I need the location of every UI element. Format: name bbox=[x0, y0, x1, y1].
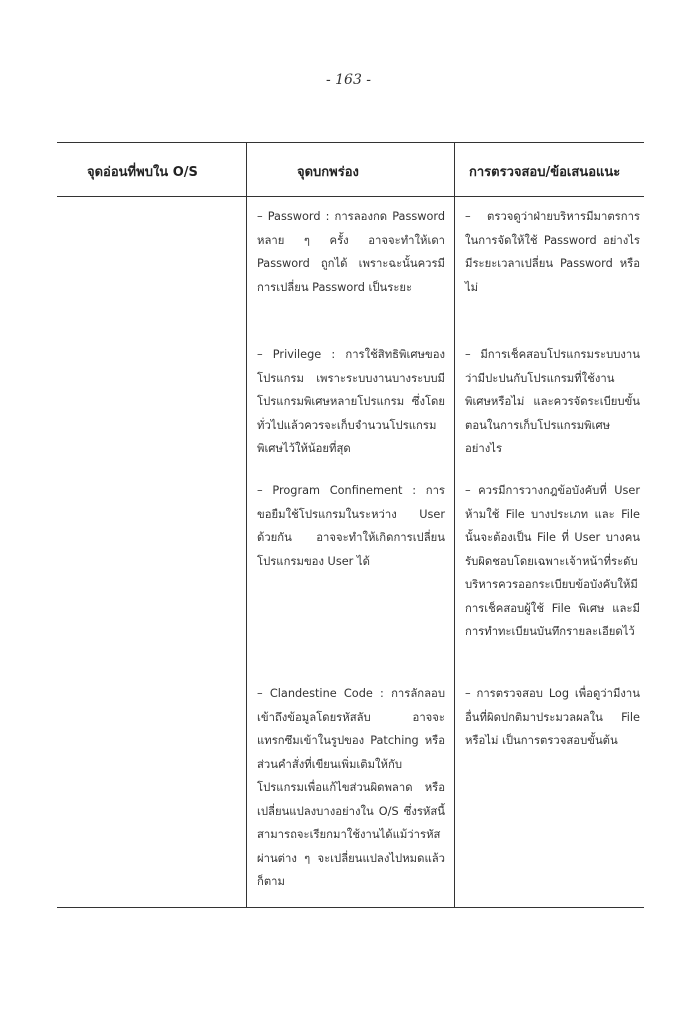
column-divider bbox=[246, 143, 247, 907]
table-cell-deficiency: – Clandestine Code : การลักลอบเข้าถึงข้อมูลโดยรหัสลับ อาจจะแทรกซึมเข้าในรูปของ Patching หรือส่วนคำสั่งที่เขียนเพิ่มเติมให้กับโปรแกรมเพื่อแก้ไขส่วนผิดพลาด หรือเปลี่ยนแปลงบางอย่างใน O/S ซึ่งรหัสนี้สามารถจะเรียกมาใช้งานได้แม้ว่ารหัสผ่านต่าง ๆ จะเปลี่ยนแปลงไปหมดแล้วก็ตาม bbox=[257, 687, 445, 888]
table-cell-audit: – ตรวจดูว่าฝ่ายบริหารมีมาตรการในการจัดให้ใช้ Password อย่างไร มีระยะเวลาเปลี่ยน Password หรือไม่ bbox=[465, 210, 640, 294]
table-header bbox=[57, 143, 644, 197]
header-weakness-found: จุดอ่อนที่พบใน O/S bbox=[87, 165, 198, 180]
audit-table bbox=[57, 142, 644, 908]
column-divider bbox=[454, 143, 455, 907]
header-deficiency: จุดบกพร่อง bbox=[297, 165, 359, 180]
table-cell-audit: – การตรวจสอบ Log เพื่อดูว่ามีงานอื่นที่ผิดปกติมาประมวลผลใน File หรือไม่ เป็นการตรวจสอบขั้นต้น bbox=[465, 687, 640, 747]
table-cell-deficiency: – Privilege : การใช้สิทธิพิเศษของโปรแกรม เพราะระบบงานบางระบบมีโปรแกรมพิเศษหลายโปรแกรม ซึ่งโดยทั่วไปแล้วควรจะเก็บจำนวนโปรแกรมพิเศษไว้ให้น้อยที่สุด bbox=[257, 348, 445, 455]
header-audit-recommendation: การตรวจสอบ/ข้อเสนอแนะ bbox=[469, 165, 621, 180]
table-cell-audit: – มีการเช็คสอบโปรแกรมระบบงานว่ามีปะปนกับโปรแกรมที่ใช้งานพิเศษหรือไม่ และควรจัดระเบียบขั้นตอนในการเก็บโปรแกรมพิเศษอย่างไร bbox=[465, 348, 640, 455]
page-number: - 163 - bbox=[325, 72, 372, 88]
table-cell-audit: – ควรมีการวางกฎข้อบังคับที่ User ห้ามใช้ File บางประเภท และ File นั้นจะต้องเป็น File ที่ User บางคนรับผิดชอบโดยเฉพาะเจ้าหน้าที่ระดับบริหารควรออกระเบียบข้อบังคับให้มีการเช็คสอบผู้ใช้ File พิเศษ และมีการทำทะเบียนบันทึกรายละเอียดไว้ bbox=[465, 484, 640, 638]
table-cell-deficiency: – Password : การลองกด Password หลาย ๆ ครั้ง อาจจะทำให้เดา Password ถูกได้ เพราะฉะนั้นควรมีการเปลี่ยน Password เป็นระยะ bbox=[257, 210, 445, 294]
table-cell-deficiency: – Program Confinement : การขอยืมใช้โปรแกรมในระหว่าง User ด้วยกัน อาจจะทำให้เกิดการเปลี่ยนโปรแกรมของ User ได้ bbox=[257, 484, 445, 568]
